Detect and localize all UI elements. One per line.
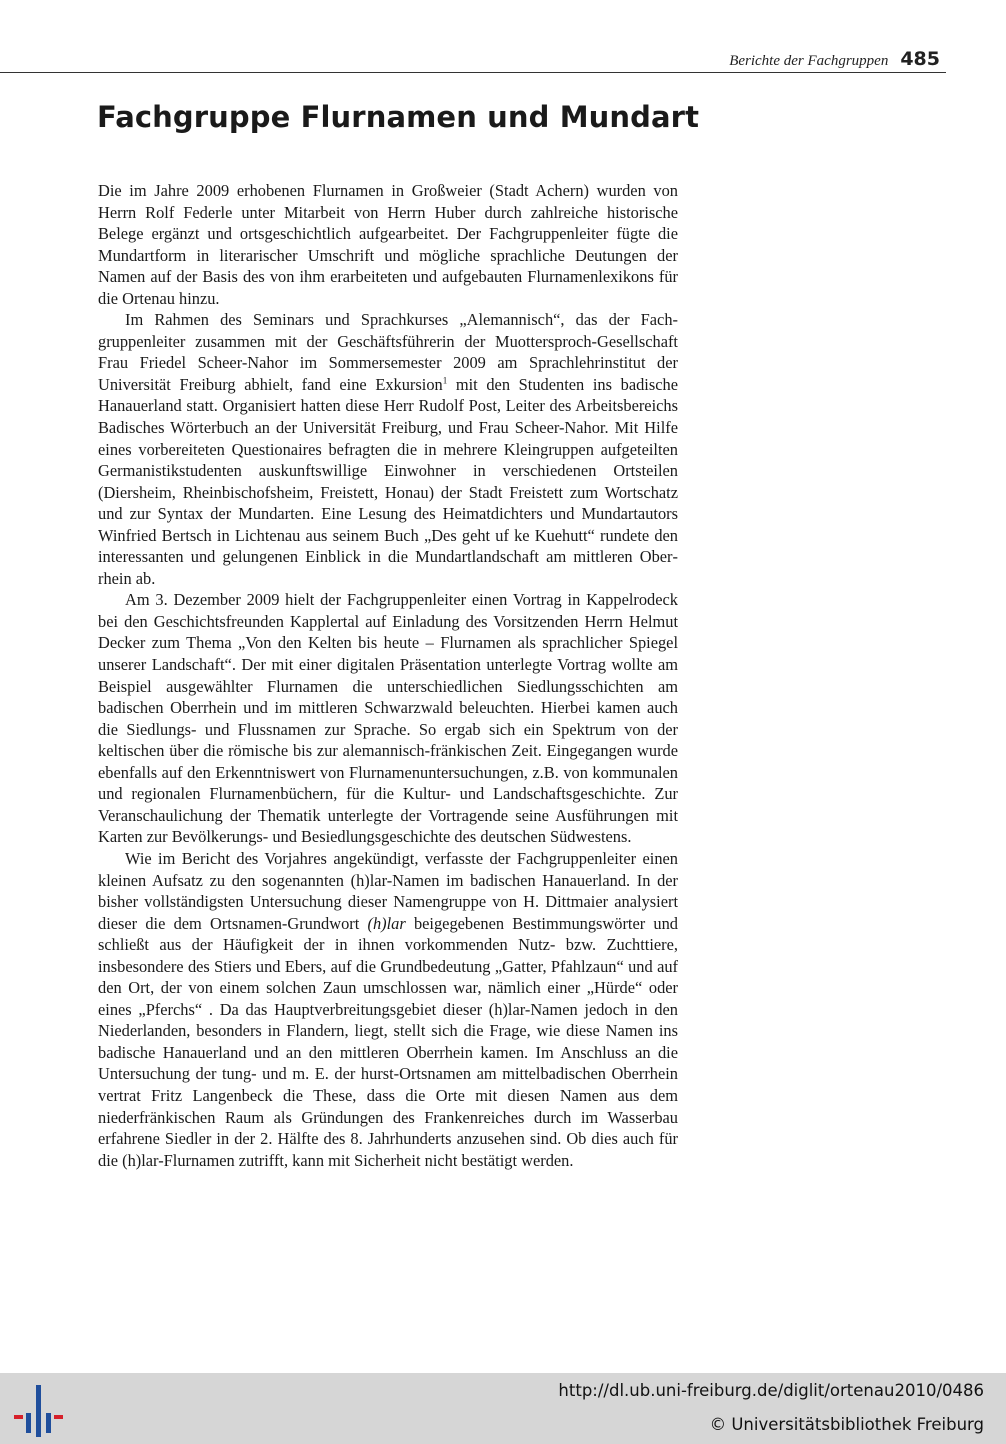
- paragraph-2-text-b: mit den Studenten ins badische Hanauerland statt. Organisiert hatten diese Herr Rudolf Post, Leiter des Arbeitsbereichs Badisches Wörterbuch an der Universität Freiburg, und Frau Scheer-Nahor. Mit Hilfe eines vorbereiteten Questionaires befragten die in mehrere Kleingruppen aufgeteilten Germanistikstudenten auskunftswillige Einwohner in verschiedenen Ortsteilen (Diersheim, Rheinbischofsheim, Freistett, Honau) der Stadt Freistett zum Wortschatz und zur Syntax der Mundarten. Eine Lesung des Heimatdichters und Mundartautors Winfried Bertsch in Lichtenau aus seinem Buch „Des geht uf ke Kuehutt“ rundete den interessanten und gelungenen Einblick in die Mundartlandschaft am mittleren Oberrhein ab.: [98, 374, 678, 588]
- page-title: Fachgruppe Flurnamen und Mundart: [97, 100, 700, 134]
- paragraph-4-text-a: Wie im Bericht des Vorjahres angekündigt, verfasste der Fachgruppenleiter einen kleinen Aufsatz zu den sogenannten (h)lar-Namen im badischen Hanauerland. In der bisher vollständigsten Untersuchung dieser Namengruppe von H. Dittmaier analysiert dieser die dem Ortsnamen-Grundwort: [98, 848, 678, 933]
- paragraph-1: Die im Jahre 2009 erhobenen Flurnamen in Großweier (Stadt Achern) wurden von Herrn Rolf Federle unter Mitarbeit von Herrn Huber durch zahlreiche historische Belege ergänzt und ortsgeschichtlich aufgearbeitet. Der Fachgruppenleiter fügte die Mundartform in literarischer Umschrift und mögliche sprachliche Deutungen der Namen auf der Basis des von ihm erarbeiteten und aufgebauten Flurnamenlexikons für die Ortenau hinzu.: [98, 181, 678, 308]
- paragraph-4: [98, 848, 678, 1171]
- page-number: 485: [900, 48, 940, 70]
- copyright-notice: © Universitätsbibliothek Freiburg: [709, 1415, 984, 1434]
- italic-term: (h)lar: [367, 913, 406, 933]
- source-url-link[interactable]: http://dl.ub.uni-freiburg.de/diglit/ortenau2010/0486: [558, 1381, 984, 1400]
- footer-bar: [0, 1373, 1006, 1444]
- paragraph-3: Am 3. Dezember 2009 hielt der Fachgruppenleiter einen Vortrag in Kappelrodeck bei den Geschichtsfreunden Kapplertal auf Einladung des Vorsitzenden Herrn Helmut Decker zum Thema „Von den Kelten bis heute – Flurnamen als sprachlicher Spiegel unserer Landschaft“. Der mit einer digitalen Präsentation unterlegte Vortrag wollte am Beispiel ausgewählter Flurnamen die unterschiedlichen Siedlungsschichten am badischen Oberrhein und im mittleren Schwarzwald beleuchten. Hierbei kamen auch die Siedlungs- und Flussnamen zur Sprache. So ergab sich ein Spektrum von der keltischen über die römische bis zur alemannisch-fränkischen Zeit. Eingegangen wurde ebenfalls auf den Erkenntniswert von Flurnamenuntersuchungen, z.B. von kommunalen und regionalen Flurnamenbüchern, für die Kultur- und Landschaftsgeschichte. Zur Veranschaulichung der Thematik unterlegte der Vortragende seine Ausführungen mit Karten zur Bevölkerungs- und Besiedlungsgeschichte des deutschen Südwestens.: [98, 590, 678, 847]
- footnote-ref[interactable]: 1: [442, 375, 448, 386]
- paragraph-4-text-b: beigegebenen Bestimmungswörter und schließt aus der Häufigkeit der in ihnen vorkommenden Nutz- bzw. Zuchttiere, insbesondere des Stiers und Ebers, auf die Grundbedeutung „Gatter, Pfahlzaun“ und auf den Ort, der von einem solchen Zaun umschlossen war, nämlich einer „Hürde“ oder eines „Pferchs“ . Da das Hauptverbreitungsgebiet dieser (h)lar-Namen jedoch in den Niederlanden, besonders in Flandern, liegt, stellt sich die Frage, wie diese Namen ins badische Hanauerland und an den mittleren Oberrhein kamen. Im Anschluss an die Untersuchung der tung- und m. E. der hurst-Ortsnamen am mittelbadischen Oberrhein vertrat Fritz Langenbeck die These, dass die Orte mit diesen Namen aus dem niederfränkischen Raum als Gründungen des Frankenreiches durch im Wasserbau erfahrene Siedler in der 2. Hälfte des 8. Jahrhunderts anzusehen sind. Ob dies auch für die (h)lar-Flurnamen zutrifft, kann mit Sicherheit nicht bestätigt werden.: [98, 913, 678, 1170]
- ub-freiburg-logo-icon: [12, 1383, 64, 1439]
- paragraph-2-text-a: Im Rahmen des Seminars und Sprachkurses „Alemannisch“, das der Fachgruppenleiter zusammen mit der Geschäftsführerin der Muottersproch-Gesellschaft Frau Friedel Scheer-Nahor im Sommersemester 2009 am Sprachlehrinstitut der Universität Freiburg abhielt, fand eine Exkursion: [98, 310, 678, 394]
- article-body: [98, 180, 678, 1171]
- header-rule: [0, 72, 946, 73]
- running-head: [729, 48, 940, 70]
- running-title: Berichte der Fachgruppen: [729, 53, 889, 69]
- paragraph-2: [98, 309, 678, 589]
